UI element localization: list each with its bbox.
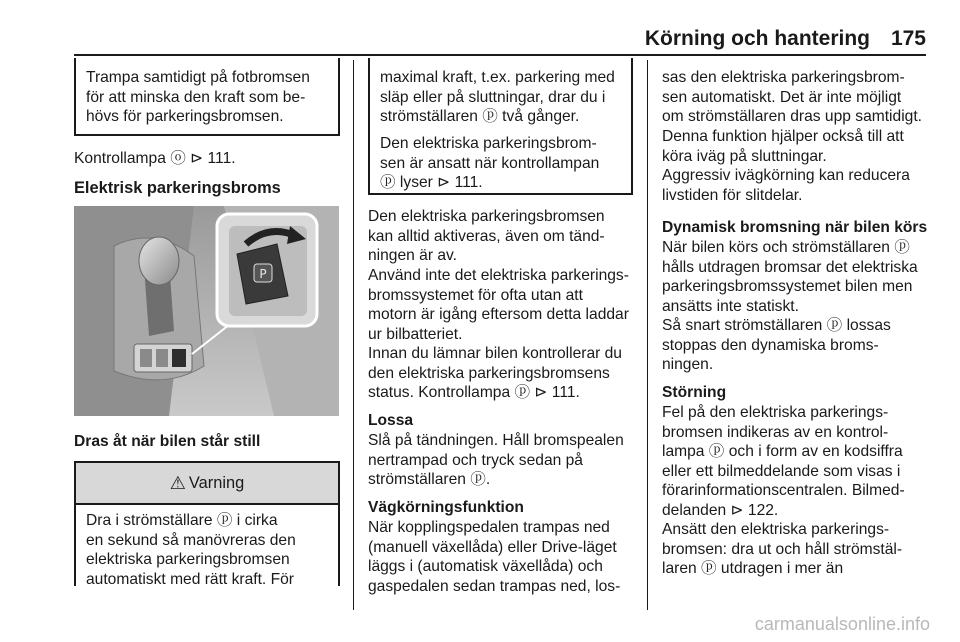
continued-warning-box [368,58,633,195]
dynamic-braking-text: När bilen körs och strömställaren ⓟ hålls utdragen bromsar det elektriska parkeringsbromssystemet bilen men ansätts inte statiskt. [662,239,918,315]
dynamic-braking-text-2: Så snart strömställaren ⓟ lossas stoppas den dynamiska broms- ningen. [662,317,891,374]
paragraph-auto-release: sas den elektriska parkeringsbrom- sen automatiskt. Det är inte möjligt om strömställaren dras upp samtidigt. [662,69,922,126]
paragraph-wear: Aggressiv ivägkörning kan reducera livstiden för slitdelar. [662,167,910,204]
watermark: carmanualsonline.info [754,614,930,634]
warning-header [76,463,338,505]
page-number: 175 [890,27,926,50]
paragraph-status: Innan du lämnar bilen kontrollerar du den elektriska parkeringsbromsens status. Kontrollampa ⓟ ⊳ 111. [368,345,622,402]
warning-triangle-icon: ⚠ [169,472,186,493]
continued-warning-text-2: Den elektriska parkeringsbrom- sen är ansatt när kontrollampan ⓟ lyser ⊳ 111. [380,135,600,192]
note-box-text: Trampa samtidigt på fotbromsen för att minska den kraft som be- hövs för parkeringsbromsen. [86,69,310,126]
header-rule [74,54,926,56]
continued-warning-text-1: maximal kraft, t.ex. parkering med släp eller på sluttningar, drar du i strömställaren ⓟ två gånger. [380,69,615,126]
lossa-text: Slå på tändningen. Håll bromspealen nertrampad och tryck sedan på strömställaren ⓟ. [368,432,624,489]
heading-lossa: Lossa [368,412,414,429]
indicator-line: Kontrollampa ⓞ ⊳ 111. [74,150,236,167]
warning-text: Dra i strömställare ⓟ i cirka en sekund så manövreras den elektriska parkeringsbromsen automatiskt med rätt kraft. För [86,512,296,588]
column-divider-1 [353,60,354,610]
storning-text-2: Ansätt den elektriska parkerings- bromsen: dra ut och håll strömstäl- laren ⓟ utdragen i mer än [662,521,903,578]
column-divider-2 [647,60,648,610]
paragraph-battery: Använd inte det elektriska parkerings- bromssystemet för ofta utan att motorn är igång eftersom detta laddar ur bilbatteriet. [368,267,629,343]
image-caption: Dras åt när bilen står still [74,433,261,450]
svg-text:P: P [259,267,267,281]
heading-dynamic-braking: Dynamisk bromsning när bilen körs [662,219,928,236]
warning-box [74,461,340,586]
heading-storning: Störning [662,384,727,401]
page-header-title: Körning och hantering [644,27,870,50]
vagkorning-text: När kopplingspedalen trampas ned (manuell växellåda) eller Drive-läget läggs i (automatisk växellåda) och gaspedalen sedan trampas ned, los- [368,519,621,595]
note-box [74,58,340,136]
section-title: Elektrisk parkeringsbroms [74,179,281,197]
heading-vagkorning: Vägkörningsfunktion [368,499,524,516]
warning-title: Varning [188,473,245,492]
parking-brake-photo [74,206,339,416]
parking-brake-illustration [74,206,339,416]
paragraph-hill-start: Denna funktion hjälper också till att köra iväg på sluttningar. [662,128,904,165]
paragraph-activation: Den elektriska parkeringsbromsen kan alltid aktiveras, även om tänd- ningen är av. [368,208,605,265]
storning-text: Fel på den elektriska parkerings- bromsen indikeras av en kontrol- lampa ⓟ och i form av en kodsiffra eller ett bilmeddelande som visas i förarinformationscentralen. Bilmed- delanden ⊳ 122. [662,404,905,519]
